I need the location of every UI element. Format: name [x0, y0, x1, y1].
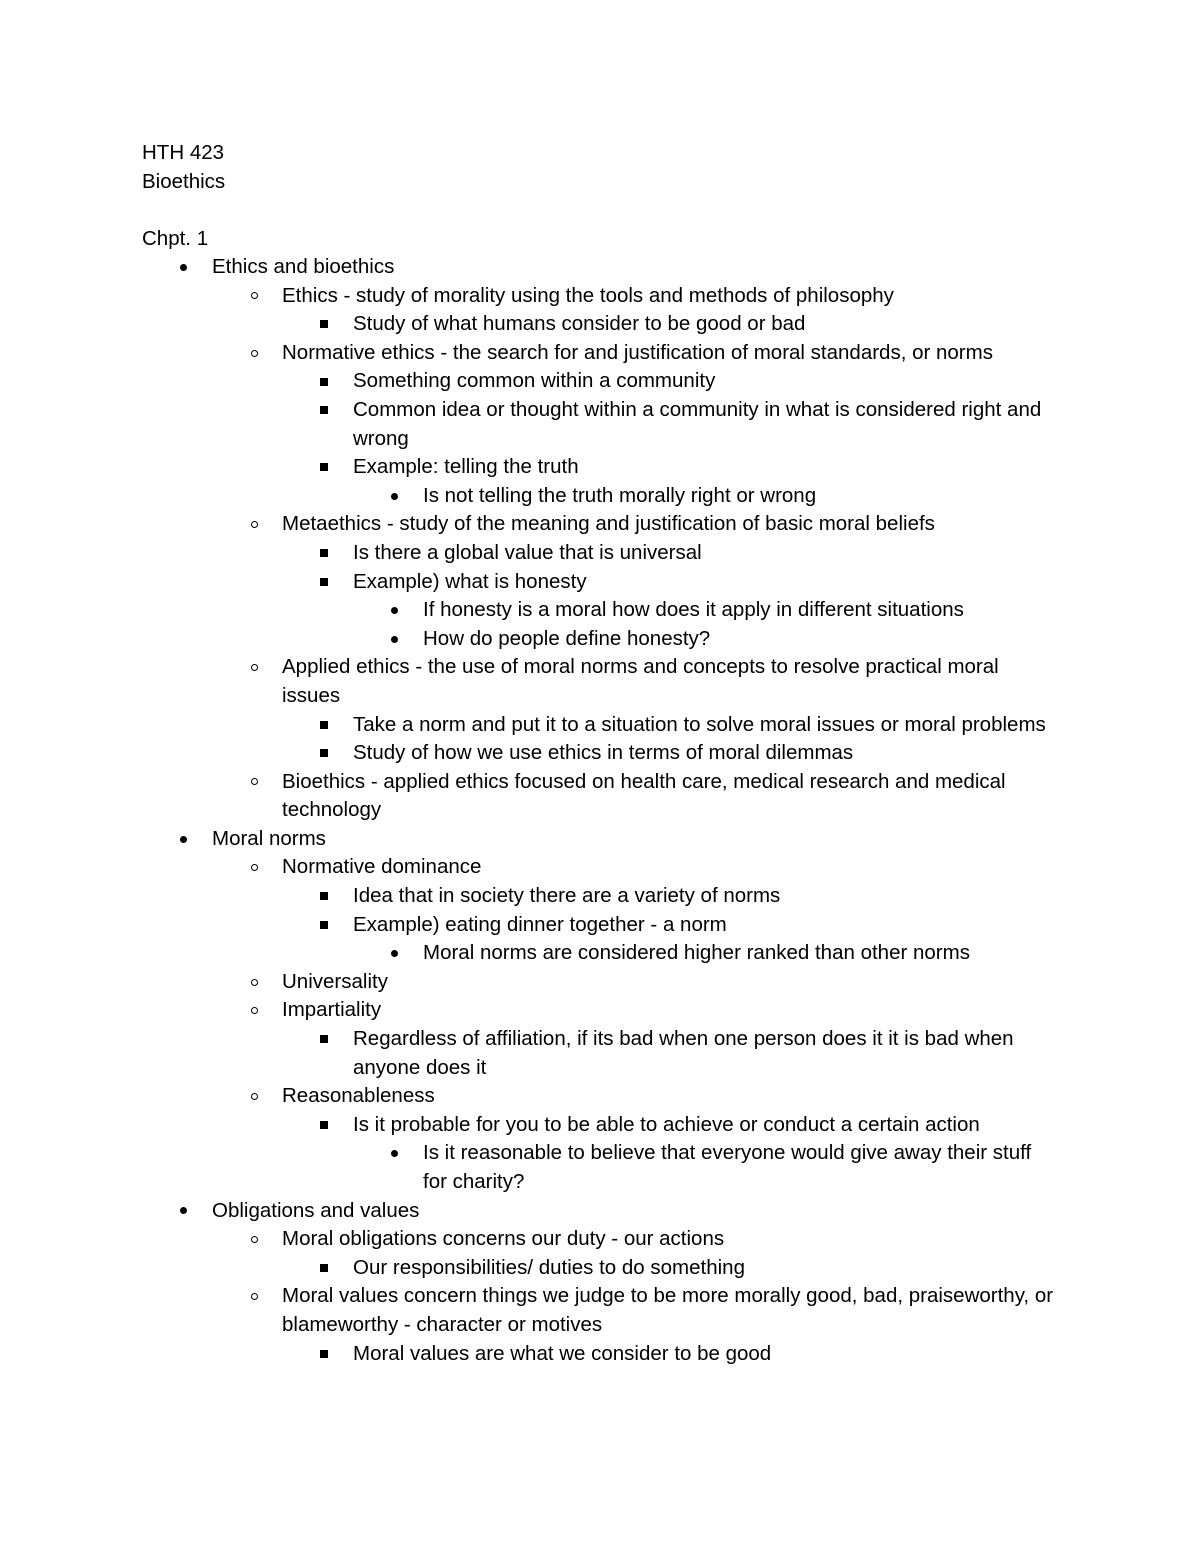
filled-circle-bullet-icon: [175, 1197, 191, 1226]
outline-item-level-3: [142, 711, 1062, 740]
hollow-circle-bullet-icon: [246, 768, 262, 797]
outline-item-text: Example) eating dinner together - a norm: [353, 912, 727, 936]
square-bullet-icon: [316, 1340, 332, 1369]
filled-circle-bullet-icon: [386, 939, 402, 968]
square-bullet-icon: [316, 396, 332, 425]
outline-item-level-2: [142, 510, 1062, 539]
hollow-circle-bullet-icon: [246, 510, 262, 539]
square-bullet-icon: [316, 568, 332, 597]
outline-item-level-3: [142, 911, 1062, 940]
square-bullet-icon: [316, 453, 332, 482]
filled-circle-bullet-icon: [386, 1139, 402, 1168]
square-bullet-icon: [316, 539, 332, 568]
outline-item-text: Bioethics - applied ethics focused on health care, medical research and medical technology: [282, 769, 1006, 822]
outline-item-level-2: [142, 282, 1062, 311]
outline-item-level-2: [142, 653, 1062, 710]
outline-item-level-3: [142, 739, 1062, 768]
square-bullet-icon: [316, 711, 332, 740]
outline-item-text: Obligations and values: [212, 1198, 420, 1222]
outline-item-text: Impartiality: [282, 998, 382, 1022]
outline-item-level-3: [142, 568, 1062, 597]
outline-item-text: Our responsibilities/ duties to do something: [353, 1255, 745, 1279]
outline-item-text: Normative ethics - the search for and justification of moral standards, or norms: [282, 340, 993, 364]
outline-item-level-3: [142, 882, 1062, 911]
outline-item-text: Is there a global value that is universal: [353, 540, 702, 564]
square-bullet-icon: [316, 1111, 332, 1140]
filled-circle-bullet-icon: [386, 596, 402, 625]
outline-item-text: Idea that in society there are a variety of norms: [353, 884, 781, 908]
hollow-circle-bullet-icon: [246, 1225, 262, 1254]
outline-item-text: Regardless of affiliation, if its bad when one person does it it is bad when anyone does it: [353, 1027, 1014, 1079]
outline-item-level-4: [142, 596, 1062, 625]
outline-item-text: Moral values concern things we judge to be more morally good, bad, praiseworthy, or blameworthy - character or motives: [282, 1284, 1054, 1336]
outline-item-text: Moral norms: [212, 826, 326, 850]
square-bullet-icon: [316, 911, 332, 940]
chapter-heading: Chpt. 1: [142, 227, 209, 250]
outline-item-text: Moral values are what we consider to be good: [353, 1341, 772, 1365]
hollow-circle-bullet-icon: [246, 282, 262, 311]
outline-item-level-3: [142, 1340, 1062, 1369]
outline-item-level-2: [142, 996, 1062, 1025]
filled-circle-bullet-icon: [175, 825, 191, 854]
outline-item-level-2: [142, 339, 1062, 368]
outline-item-text: Study of what humans consider to be good or bad: [353, 312, 806, 336]
outline-item-text: If honesty is a moral how does it apply in different situations: [423, 598, 964, 622]
square-bullet-icon: [316, 882, 332, 911]
outline-item-level-4: [142, 625, 1062, 654]
outline-item-level-4: [142, 939, 1062, 968]
hollow-circle-bullet-icon: [246, 968, 262, 997]
outline-item-text: Ethics - study of morality using the tools and methods of philosophy: [282, 283, 894, 307]
outline-item-level-2: [142, 1225, 1062, 1254]
outline-item-level-3: [142, 1025, 1062, 1082]
outline-item-text: Is not telling the truth morally right or wrong: [423, 483, 817, 507]
hollow-circle-bullet-icon: [246, 853, 262, 882]
hollow-circle-bullet-icon: [246, 1082, 262, 1111]
outline-item-level-1: [142, 253, 1062, 282]
outline-item-level-2: [142, 968, 1062, 997]
outline-item-text: Moral norms are considered higher ranked than other norms: [423, 941, 970, 965]
outline-item-level-2: [142, 768, 1062, 825]
outline-item-level-2: [142, 1282, 1062, 1339]
square-bullet-icon: [316, 367, 332, 396]
outline-item-text: Ethics and bioethics: [212, 255, 395, 278]
hollow-circle-bullet-icon: [246, 339, 262, 368]
square-bullet-icon: [316, 310, 332, 339]
outline-item-text: Metaethics - study of the meaning and justification of basic moral beliefs: [282, 512, 935, 536]
outline-item-level-3: [142, 396, 1062, 453]
outline-item-text: Study of how we use ethics in terms of moral dilemmas: [353, 741, 854, 765]
outline-item-text: Is it probable for you to be able to achieve or conduct a certain action: [353, 1112, 980, 1136]
course-code: HTH 423: [142, 141, 225, 164]
outline-item-level-3: [142, 367, 1062, 396]
outline-item-text: Common idea or thought within a community in what is considered right and wrong: [353, 397, 1042, 450]
hollow-circle-bullet-icon: [246, 1282, 262, 1311]
filled-circle-bullet-icon: [386, 482, 402, 511]
outline-item-level-2: [142, 853, 1062, 882]
hollow-circle-bullet-icon: [246, 653, 262, 682]
filled-circle-bullet-icon: [175, 253, 191, 282]
outline-item-text: Normative dominance: [282, 855, 482, 879]
outline-item-level-1: [142, 825, 1062, 854]
square-bullet-icon: [316, 739, 332, 768]
outline-item-level-4: [142, 482, 1062, 511]
outline-item-level-3: [142, 310, 1062, 339]
outline-item-text: Reasonableness: [282, 1084, 435, 1108]
square-bullet-icon: [316, 1254, 332, 1283]
course-subject: Bioethics: [142, 170, 226, 193]
outline-item-text: Something common within a community: [353, 369, 716, 393]
outline-item-text: Moral obligations concerns our duty - our actions: [282, 1227, 725, 1251]
outline-item-level-3: [142, 1111, 1062, 1140]
outline-item-text: Is it reasonable to believe that everyone would give away their stuff for charity?: [423, 1141, 1032, 1193]
square-bullet-icon: [316, 1025, 332, 1054]
outline-item-text: Example: telling the truth: [353, 455, 579, 479]
outline-item-text: Universality: [282, 969, 388, 993]
outline-item-level-4: [142, 1139, 1062, 1196]
outline-item-level-2: [142, 1082, 1062, 1111]
outline-item-text: Applied ethics - the use of moral norms and concepts to resolve practical moral issues: [282, 655, 999, 707]
outline-item-text: How do people define honesty?: [423, 626, 711, 650]
outline-item-level-3: [142, 453, 1062, 482]
outline-item-level-3: [142, 1254, 1062, 1283]
outline-item-text: Example) what is honesty: [353, 569, 587, 593]
filled-circle-bullet-icon: [386, 625, 402, 654]
outline-item-level-1: [142, 1197, 1062, 1226]
outline-item-level-3: [142, 539, 1062, 568]
hollow-circle-bullet-icon: [246, 996, 262, 1025]
notes-outline: [142, 253, 1062, 1368]
outline-item-text: Take a norm and put it to a situation to solve moral issues or moral problems: [353, 712, 1046, 736]
